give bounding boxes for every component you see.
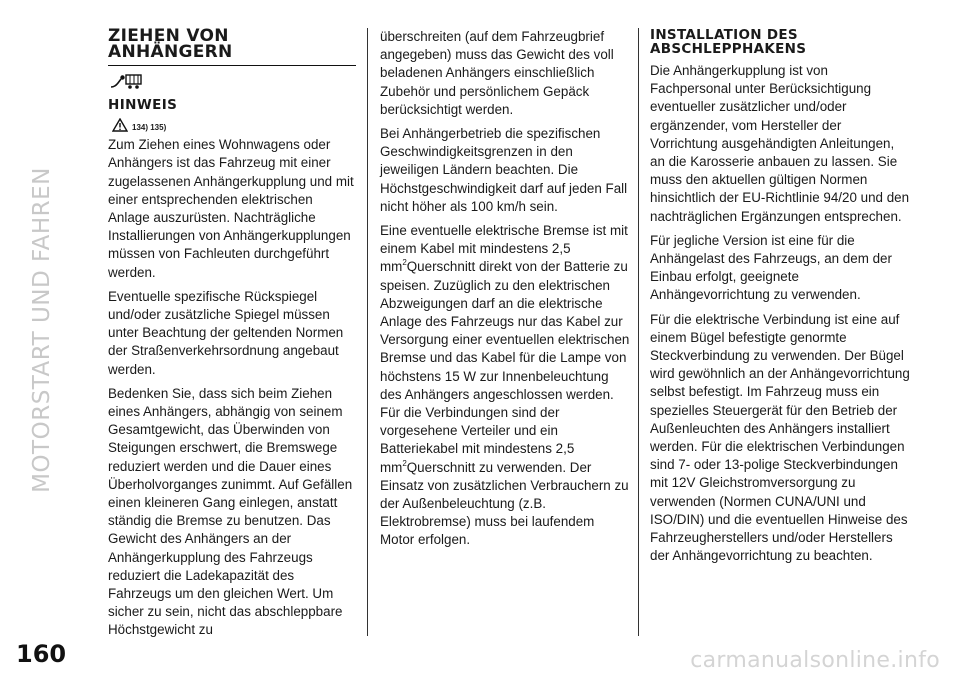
column-divider [638, 28, 639, 636]
paragraph: Für jegliche Version ist eine für die Anhängelast des Fahrzeugs, an dem der Einbau erfolgt, geeignete Anhängevorrichtung zu verwenden. [650, 232, 892, 303]
paragraph [380, 222, 632, 550]
column-1 [108, 28, 356, 646]
paragraph: Zum Ziehen eines Wohnwagens oder Anhängers ist das Fahrzeug mit einer zugelassenen Anhängerkupplung und mit einer entsprechenden elektrischen Anlage auszurüsten. Nachträgliche Installierungen von Anhängerkupplungen müssen von Fachleuten durchgeführt werden. [108, 137, 354, 280]
superscript: 2 [402, 258, 407, 268]
tow-hitch-icon [110, 72, 144, 90]
warning-refs: 134) 135) [132, 123, 167, 133]
paragraph: überschreiten (auf dem Fahrzeugbrief angegeben) muss das Gewicht des voll beladenen Anhängers einschließlich Zubehör und persönlichem Gepäck berücksichtigt werden. [380, 29, 614, 117]
warning-triangle-icon [112, 118, 128, 132]
chapter-side-label: MOTORSTART UND FAHREN [29, 167, 55, 493]
paragraph: Bei Anhängerbetrieb die spezifischen Geschwindigkeitsgrenzen in den jeweiligen Ländern beachten. Die Höchstgeschwindigkeit darf auf jeden Fall nicht höher als 100 km/h sein. [380, 126, 628, 214]
paragraph: Für die elektrische Verbindung ist eine auf einem Bügel befestigte genormte Steckverbindung zu verwenden. Der Bügel wird gewöhnlich an der Anhängevorrichtung selbst befestigt. Im Fahrzeug muss ein spezielles Steuergerät für den Betrieb der Außenleuchten des Anhängers installiert werden. Für die elektrischen Verbindungen sind 7- oder 13-polige Steckverbindungen mit 12V Gleichstromversorgung zu verwenden (Normen CUNA/UNI und ISO/DIN) und die eventuellen Hinweise des Fahrzeugherstellers und/oder Herstellers der Anhängevorrichtung zu beachten. [650, 311, 910, 564]
superscript: 2 [402, 458, 407, 468]
paragraph: Bedenken Sie, dass sich beim Ziehen eines Anhängers, abhängig von seinem Gesamtgewicht, das Überwinden von Steigungen erschwert, die Bremswege reduziert werden und die Dauer eines Überholvorganges zunimmt. Auf Gefällen einen kleineren Gang einlegen, anstatt ständig die Bremse zu benutzen. Das Gewicht des Anhängers an der Anhängerkupplung des Fahrzeugs reduziert die Ladekapazität des Fahrzeugs um den gleichen Wert. Um sicher zu sein, nicht das abschleppbare Höchstgewicht zu [108, 385, 353, 638]
column-divider [367, 28, 368, 636]
page-number: 160 [16, 640, 67, 668]
paragraph: Eventuelle spezifische Rückspiegel und/oder zusätzliche Spiegel müssen unter Beachtung der geltenden Normen der Straßenverkehrsordnung angebaut werden. [108, 288, 344, 377]
warning-reference [112, 118, 356, 132]
section-title: ZIEHEN VON ANHÄNGERN [108, 28, 356, 66]
paragraph: Die Anhängerkupplung ist von Fachpersonal unter Berücksichtigung eventueller zusätzlicher und/oder ergänzender, vom Hersteller der Vorrichtung ausgehändigten Anleitungen, an die Karosserie anbauen zu lassen. Sie muss den aktuellen gültigen Normen hinsichtlich der EU-Richtlinie 94/20 und den nachträglichen Ergänzungen entsprechen. [650, 63, 910, 224]
column-2 [380, 28, 632, 556]
paragraph-text: Querschnitt zu verwenden. Der Einsatz von zusätzlichen Verbrauchern zu der Außenbeleuchtung (z.B. Elektrobremse) muss bei laufendem Motor erfolgen. [380, 459, 629, 548]
section-title: INSTALLATION DES ABSCHLEPPHAKENS [650, 27, 807, 57]
note-heading: HINWEIS [108, 97, 178, 113]
column-3 [650, 28, 912, 571]
paragraph-text: Eine eventuelle elektrische Bremse ist mit einem Kabel mit mindestens 2,5 mm [380, 223, 628, 275]
paragraph-text: Querschnitt direkt von der Batterie zu speisen. Zuzüglich zu den elektrischen Abzweigungen darf an die elektrische Anlage des Fahrzeugs nur das Kabel zur Versorgung einer eventuellen elektrischen Bremse und das Kabel für die Lampe von höchstens 15 W zur Innenbeleuchtung des Anhängers angeschlossen werden. Für die Verbindungen sind der vorgesehene Verteiler und ein Batteriekabel mit mindestens 2,5 mm [380, 259, 630, 475]
watermark: carmanualsonline.info [690, 648, 940, 673]
